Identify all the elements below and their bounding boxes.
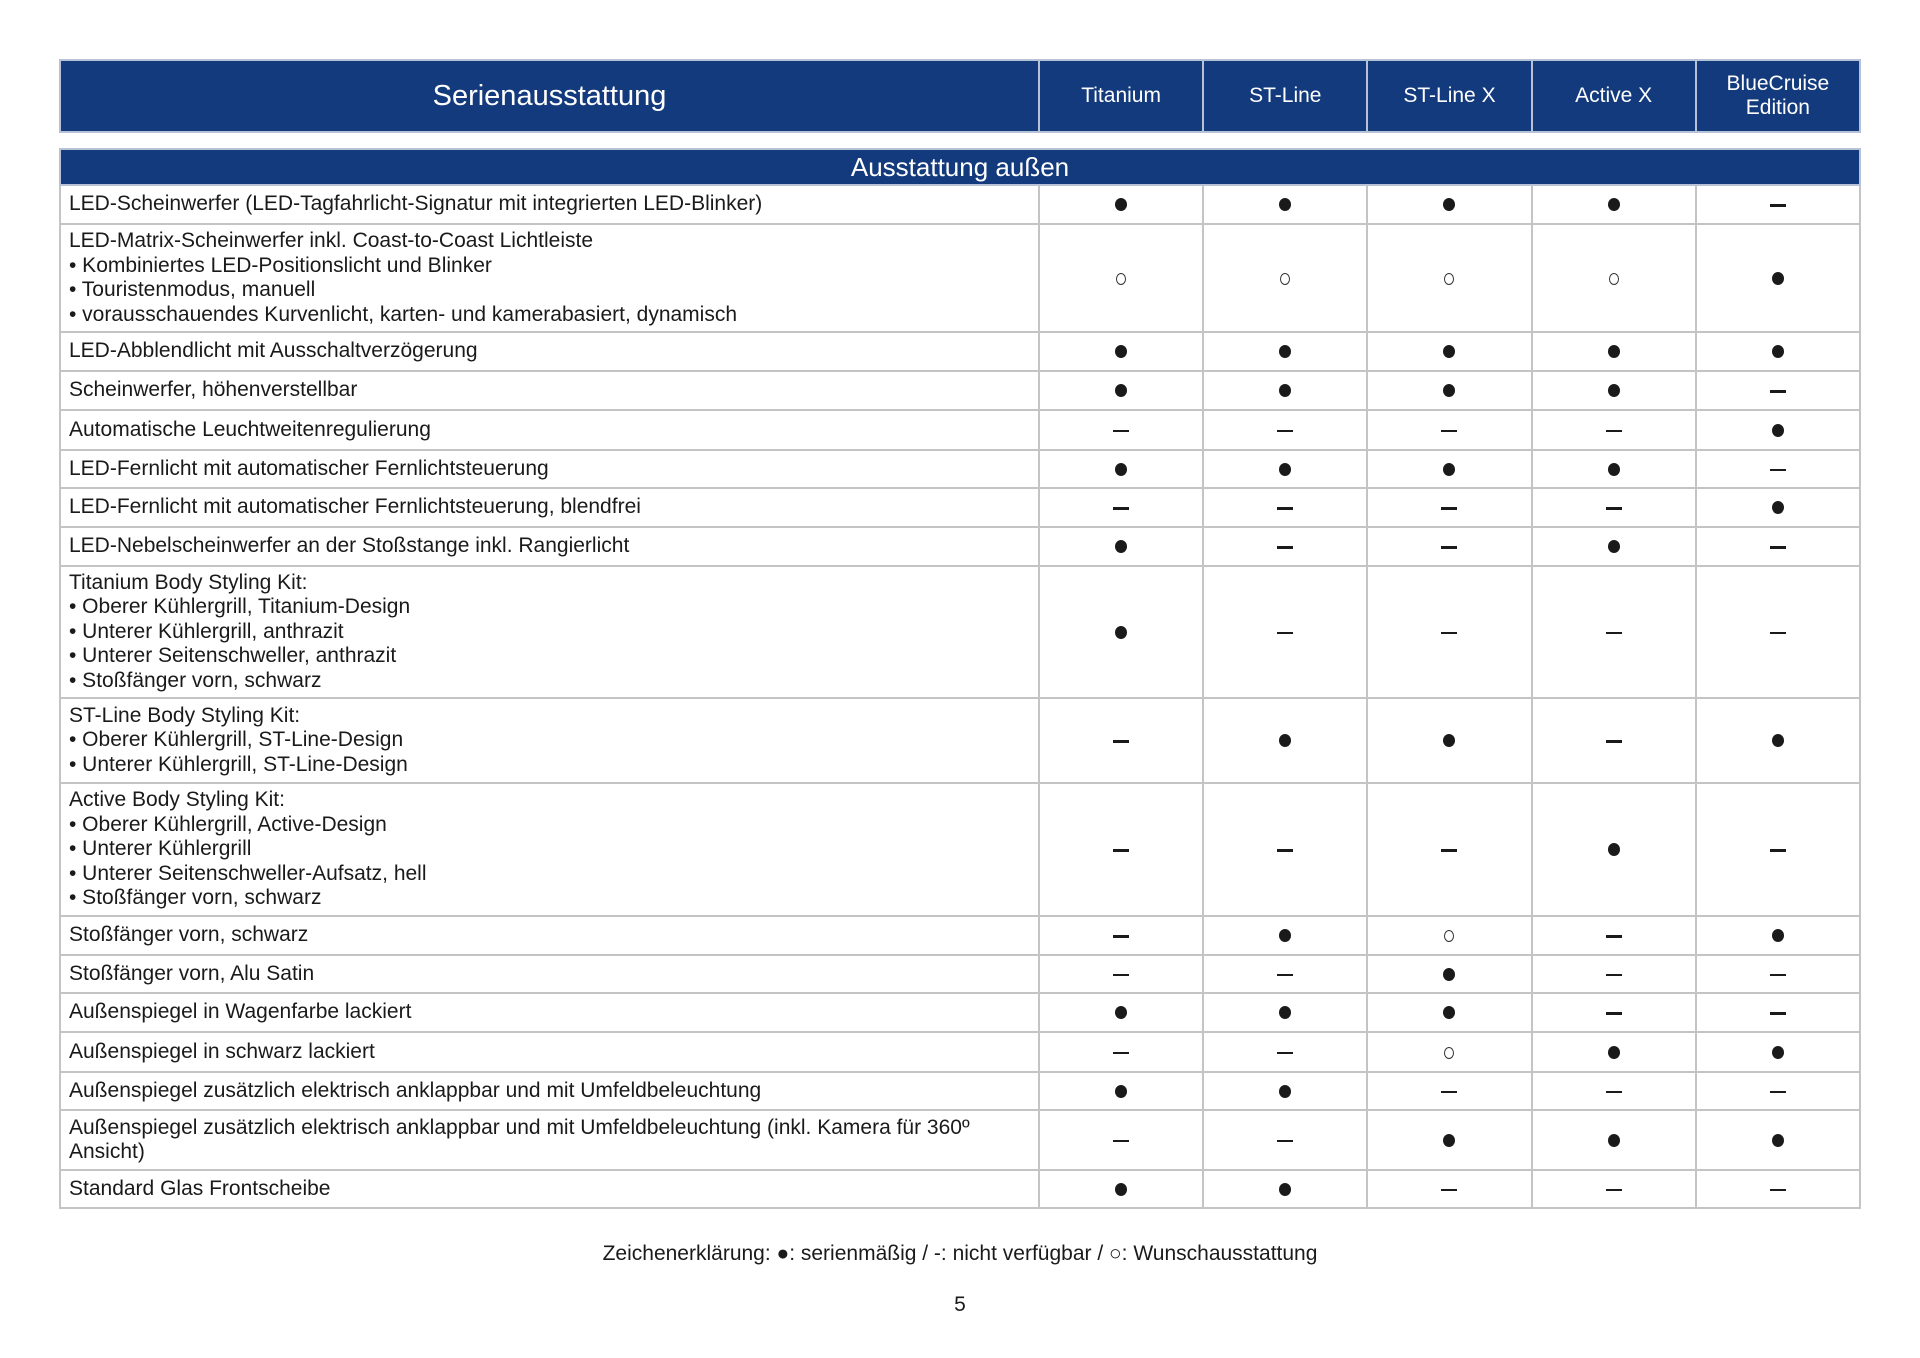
legend: Zeichenerklärung: ●: serienmäßig / -: nicht verfügbar / ○: Wunschausstattung [602, 1242, 1318, 1265]
feature-label: LED-Nebelscheinwerfer an der Stoßstange inkl. Rangierlicht [69, 534, 630, 558]
feature-cell [60, 185, 1039, 224]
feature-label: LED-Matrix-Scheinwerfer inkl. Coast-to-Coast Lichtleiste [69, 229, 594, 252]
feature-label: LED-Fernlicht mit automatischer Fernlichtsteuerung [69, 456, 549, 480]
value-cell [1696, 783, 1860, 916]
optional-icon [1116, 273, 1126, 285]
table-row [60, 450, 1860, 488]
value-cell [1039, 1110, 1203, 1170]
value-cell [1039, 488, 1203, 527]
value-cell [1203, 566, 1367, 698]
value-cell [1203, 185, 1367, 224]
optional-icon [1444, 1047, 1454, 1059]
value-cell [1203, 1110, 1367, 1170]
value-cell [1696, 1032, 1860, 1072]
value-cell [1532, 698, 1696, 783]
value-cell [1039, 1170, 1203, 1208]
not-available-icon [1770, 469, 1786, 472]
table-row [60, 332, 1860, 371]
value-cell [1039, 450, 1203, 488]
value-cell [1367, 566, 1531, 698]
value-cell [1367, 332, 1531, 371]
feature-label: LED-Scheinwerfer (LED-Tagfahrlicht-Signatur mit integrierten LED-Blinker) [69, 192, 763, 216]
standard-icon [1608, 463, 1620, 476]
standard-icon [1443, 734, 1455, 747]
not-available-icon [1770, 1189, 1786, 1192]
not-available-icon [1277, 430, 1293, 433]
value-cell [1696, 488, 1860, 527]
value-cell [1696, 698, 1860, 783]
value-cell [1367, 955, 1531, 993]
column-header: Active X [1532, 60, 1696, 132]
value-cell [1039, 410, 1203, 450]
value-cell [1203, 410, 1367, 450]
feature-label: LED-Fernlicht mit automatischer Fernlichtsteuerung, blendfrei [69, 495, 641, 519]
standard-icon [1279, 384, 1291, 397]
feature-label: Außenspiegel zusätzlich elektrisch anklappbar und mit Umfeldbeleuchtung (inkl. Kamera für 360º Ansicht) [69, 1115, 970, 1163]
not-available-icon [1441, 849, 1457, 852]
table-row [60, 1170, 1860, 1208]
feature-cell [60, 488, 1039, 527]
value-cell [1532, 450, 1696, 488]
value-cell [1696, 993, 1860, 1032]
value-cell [1367, 527, 1531, 566]
standard-icon [1772, 501, 1784, 514]
not-available-icon [1770, 1091, 1786, 1094]
feature-label: ST-Line Body Styling Kit: [69, 703, 301, 727]
table-row [60, 566, 1860, 698]
not-available-icon [1441, 546, 1457, 549]
value-cell [1203, 916, 1367, 955]
standard-icon [1772, 272, 1784, 285]
value-cell [1696, 224, 1860, 332]
feature-cell [60, 783, 1039, 916]
not-available-icon [1606, 1189, 1622, 1192]
value-cell [1203, 1072, 1367, 1110]
value-cell [1532, 1032, 1696, 1072]
value-cell [1039, 527, 1203, 566]
standard-icon [1279, 463, 1291, 476]
value-cell [1532, 955, 1696, 993]
standard-icon [1443, 1134, 1455, 1147]
value-cell [1039, 185, 1203, 224]
column-header: Titanium [1039, 60, 1203, 132]
standard-icon [1608, 1046, 1620, 1059]
feature-cell [60, 1072, 1039, 1110]
standard-icon [1608, 345, 1620, 358]
table-row [60, 955, 1860, 993]
standard-icon [1443, 384, 1455, 397]
value-cell [1039, 783, 1203, 916]
feature-subitem: • Oberer Kühlergrill, Titanium-Design [69, 595, 411, 619]
feature-cell [60, 332, 1039, 371]
feature-subitem: • Touristenmodus, manuell [69, 278, 316, 301]
feature-cell [60, 527, 1039, 566]
standard-icon [1279, 734, 1291, 747]
value-cell [1367, 698, 1531, 783]
not-available-icon [1606, 430, 1622, 433]
value-cell [1367, 993, 1531, 1032]
standard-icon [1279, 1085, 1291, 1098]
value-cell [1367, 783, 1531, 916]
value-cell [1696, 1072, 1860, 1110]
not-available-icon [1277, 546, 1293, 549]
value-cell [1532, 527, 1696, 566]
standard-icon [1608, 384, 1620, 397]
value-cell [1039, 371, 1203, 410]
feature-subitem: • vorausschauendes Kurvenlicht, karten- und kamerabasiert, dynamisch [69, 302, 738, 326]
feature-cell [60, 410, 1039, 450]
not-available-icon [1606, 507, 1622, 510]
value-cell [1039, 993, 1203, 1032]
feature-cell [60, 916, 1039, 955]
not-available-icon [1277, 507, 1293, 510]
column-header: ST-Line [1203, 60, 1367, 132]
table-row [60, 371, 1860, 410]
feature-cell [60, 955, 1039, 993]
standard-icon [1608, 540, 1620, 553]
standard-icon [1115, 198, 1127, 211]
not-available-icon [1441, 632, 1457, 635]
value-cell [1039, 566, 1203, 698]
not-available-icon [1606, 1012, 1622, 1015]
optional-icon [1609, 273, 1619, 285]
value-cell [1532, 1170, 1696, 1208]
not-available-icon [1113, 935, 1129, 938]
not-available-icon [1770, 1012, 1786, 1015]
standard-icon [1772, 734, 1784, 747]
standard-icon [1115, 1006, 1127, 1019]
table-row [60, 185, 1860, 224]
standard-icon [1772, 1134, 1784, 1147]
table-row [60, 410, 1860, 450]
feature-subitem: • Oberer Kühlergrill, ST-Line-Design [69, 728, 404, 752]
value-cell [1532, 488, 1696, 527]
standard-icon [1115, 345, 1127, 358]
not-available-icon [1770, 546, 1786, 549]
feature-cell [60, 371, 1039, 410]
value-cell [1203, 1170, 1367, 1208]
value-cell [1203, 955, 1367, 993]
feature-label: Stoßfänger vorn, Alu Satin [69, 961, 315, 985]
standard-icon [1115, 626, 1127, 639]
value-cell [1696, 566, 1860, 698]
value-cell [1039, 1032, 1203, 1072]
value-cell [1367, 1032, 1531, 1072]
feature-label: Active Body Styling Kit: [69, 788, 285, 812]
feature-subitem: • Unterer Seitenschweller, anthrazit [69, 644, 397, 668]
not-available-icon [1441, 507, 1457, 510]
not-available-icon [1113, 1140, 1129, 1143]
not-available-icon [1113, 740, 1129, 743]
value-cell [1203, 698, 1367, 783]
feature-subitem: • Kombiniertes LED-Positionslicht und Blinker [69, 253, 492, 277]
value-cell [1039, 332, 1203, 371]
feature-cell [60, 450, 1039, 488]
value-cell [1203, 332, 1367, 371]
column-header: ST-Line X [1367, 60, 1531, 132]
value-cell [1532, 993, 1696, 1032]
feature-label: Außenspiegel in schwarz lackiert [69, 1039, 375, 1063]
column-header: BlueCruise Edition [1696, 60, 1860, 132]
not-available-icon [1606, 632, 1622, 635]
standard-icon [1279, 198, 1291, 211]
value-cell [1367, 371, 1531, 410]
feature-subitem: • Unterer Kühlergrill, anthrazit [69, 619, 344, 643]
not-available-icon [1113, 1052, 1129, 1055]
standard-icon [1608, 1134, 1620, 1147]
value-cell [1203, 993, 1367, 1032]
not-available-icon [1277, 632, 1293, 635]
not-available-icon [1277, 1052, 1293, 1055]
feature-subitem: • Stoßfänger vorn, schwarz [69, 886, 322, 910]
page-number: 5 [954, 1293, 966, 1316]
feature-label: LED-Abblendlicht mit Ausschaltverzögerung [69, 339, 478, 363]
feature-subitem: • Oberer Kühlergrill, Active-Design [69, 812, 387, 836]
standard-icon [1772, 424, 1784, 437]
feature-cell [60, 1110, 1039, 1170]
table-header [59, 59, 1861, 133]
value-cell [1696, 1110, 1860, 1170]
standard-icon [1443, 198, 1455, 211]
not-available-icon [1606, 1091, 1622, 1094]
value-cell [1203, 450, 1367, 488]
value-cell [1696, 450, 1860, 488]
table-row [60, 1072, 1860, 1110]
value-cell [1696, 1170, 1860, 1208]
value-cell [1367, 450, 1531, 488]
value-cell [1203, 1032, 1367, 1072]
feature-label: Stoßfänger vorn, schwarz [69, 923, 309, 947]
value-cell [1696, 410, 1860, 450]
value-cell [1367, 185, 1531, 224]
not-available-icon [1277, 1140, 1293, 1143]
feature-label: Titanium Body Styling Kit: [69, 570, 308, 594]
not-available-icon [1277, 974, 1293, 977]
not-available-icon [1606, 935, 1622, 938]
value-cell [1532, 332, 1696, 371]
feature-cell [60, 224, 1039, 332]
not-available-icon [1113, 974, 1129, 977]
feature-cell [60, 993, 1039, 1032]
not-available-icon [1277, 849, 1293, 852]
feature-subitem: • Stoßfänger vorn, schwarz [69, 668, 322, 692]
value-cell [1696, 185, 1860, 224]
standard-icon [1115, 1183, 1127, 1196]
table-row [60, 224, 1860, 332]
value-cell [1532, 1110, 1696, 1170]
standard-icon [1608, 843, 1620, 856]
value-cell [1367, 1110, 1531, 1170]
feature-cell [60, 566, 1039, 698]
feature-subitem: • Unterer Seitenschweller-Aufsatz, hell [69, 861, 427, 885]
standard-icon [1115, 1085, 1127, 1098]
value-cell [1696, 527, 1860, 566]
standard-icon [1279, 345, 1291, 358]
table-row [60, 1032, 1860, 1072]
table-row [60, 783, 1860, 916]
value-cell [1203, 783, 1367, 916]
value-cell [1039, 224, 1203, 332]
value-cell [1039, 1072, 1203, 1110]
standard-icon [1279, 929, 1291, 942]
header-title: Serienausstattung [60, 60, 1039, 132]
value-cell [1532, 1072, 1696, 1110]
not-available-icon [1606, 974, 1622, 977]
standard-icon [1115, 463, 1127, 476]
standard-icon [1443, 1006, 1455, 1019]
not-available-icon [1770, 204, 1786, 207]
standard-icon [1772, 929, 1784, 942]
value-cell [1696, 955, 1860, 993]
table-row [60, 916, 1860, 955]
feature-label: Automatische Leuchtweitenregulierung [69, 417, 431, 441]
value-cell [1203, 371, 1367, 410]
standard-icon [1772, 345, 1784, 358]
value-cell [1696, 916, 1860, 955]
value-cell [1367, 916, 1531, 955]
not-available-icon [1770, 849, 1786, 852]
not-available-icon [1441, 1091, 1457, 1094]
value-cell [1203, 527, 1367, 566]
value-cell [1039, 916, 1203, 955]
feature-subitem: • Unterer Kühlergrill [69, 837, 252, 861]
standard-icon [1279, 1183, 1291, 1196]
table-row [60, 698, 1860, 783]
not-available-icon [1770, 974, 1786, 977]
value-cell [1696, 332, 1860, 371]
not-available-icon [1606, 740, 1622, 743]
feature-label: Standard Glas Frontscheibe [69, 1176, 331, 1200]
value-cell [1367, 224, 1531, 332]
feature-subitem: • Unterer Kühlergrill, ST-Line-Design [69, 752, 408, 776]
table-row [60, 488, 1860, 527]
standard-icon [1115, 384, 1127, 397]
value-cell [1532, 185, 1696, 224]
standard-icon [1443, 463, 1455, 476]
equipment-table [59, 148, 1861, 1209]
feature-cell [60, 698, 1039, 783]
not-available-icon [1113, 507, 1129, 510]
value-cell [1532, 566, 1696, 698]
value-cell [1367, 410, 1531, 450]
feature-cell [60, 1170, 1039, 1208]
standard-icon [1443, 968, 1455, 981]
section-title: Ausstattung außen [60, 149, 1860, 185]
not-available-icon [1441, 430, 1457, 433]
not-available-icon [1770, 390, 1786, 393]
value-cell [1367, 1170, 1531, 1208]
not-available-icon [1113, 849, 1129, 852]
value-cell [1532, 410, 1696, 450]
table-row [60, 527, 1860, 566]
optional-icon [1444, 273, 1454, 285]
standard-icon [1115, 540, 1127, 553]
table-row [60, 993, 1860, 1032]
value-cell [1532, 783, 1696, 916]
standard-icon [1772, 1046, 1784, 1059]
value-cell [1039, 955, 1203, 993]
not-available-icon [1770, 632, 1786, 635]
value-cell [1367, 1072, 1531, 1110]
feature-label: Außenspiegel in Wagenfarbe lackiert [69, 1000, 412, 1024]
value-cell [1696, 371, 1860, 410]
value-cell [1203, 224, 1367, 332]
feature-label: Scheinwerfer, höhenverstellbar [69, 378, 358, 402]
feature-cell [60, 1032, 1039, 1072]
value-cell [1039, 698, 1203, 783]
value-cell [1203, 488, 1367, 527]
not-available-icon [1441, 1189, 1457, 1192]
optional-icon [1444, 930, 1454, 942]
value-cell [1532, 371, 1696, 410]
standard-icon [1608, 198, 1620, 211]
feature-label: Außenspiegel zusätzlich elektrisch anklappbar und mit Umfeldbeleuchtung [69, 1078, 762, 1102]
standard-icon [1443, 345, 1455, 358]
value-cell [1532, 916, 1696, 955]
not-available-icon [1113, 430, 1129, 433]
value-cell [1367, 488, 1531, 527]
standard-icon [1279, 1006, 1291, 1019]
table-row [60, 1110, 1860, 1170]
optional-icon [1280, 273, 1290, 285]
value-cell [1532, 224, 1696, 332]
